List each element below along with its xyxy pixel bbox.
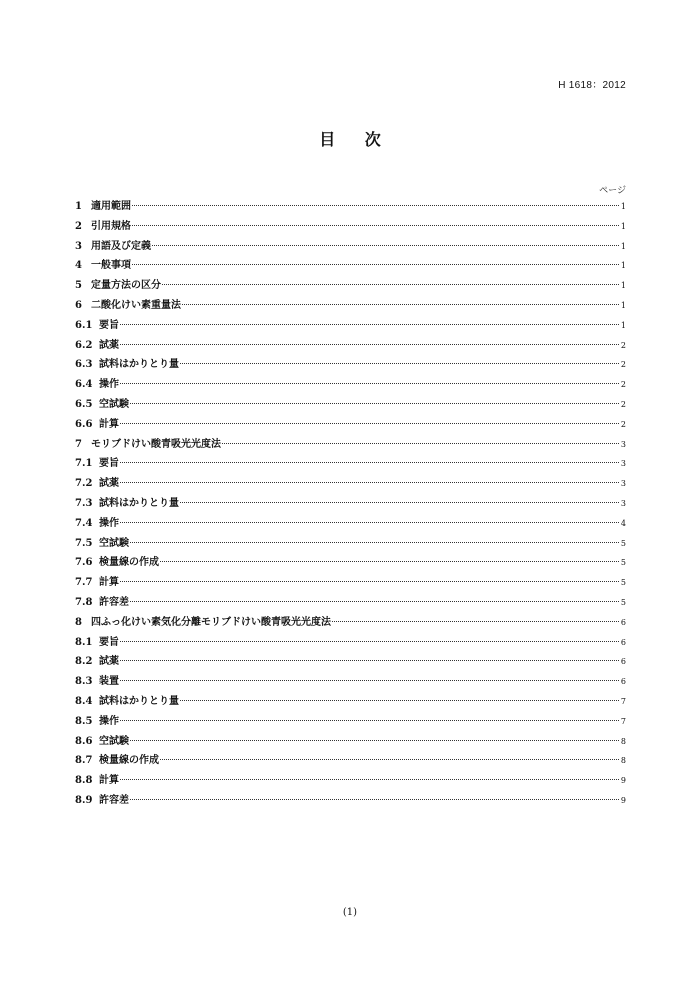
toc-dot-leader [152, 245, 619, 246]
toc-dot-leader [130, 799, 619, 800]
toc-entry-number: 3 [75, 240, 82, 252]
toc-entry[interactable] [75, 553, 626, 573]
toc-entry-title: モリブドけい酸青吸光光度法 [91, 438, 221, 450]
toc-entry-page: 6 [620, 657, 626, 667]
toc-dot-leader [332, 621, 619, 622]
toc-entry[interactable] [75, 514, 626, 534]
toc-entry-page: 1 [620, 202, 626, 211]
toc-entry-title: 操作 [99, 715, 119, 727]
toc-dot-leader [160, 759, 619, 760]
toc-entry[interactable] [75, 573, 626, 593]
toc-entry-number: 8.2 [75, 656, 93, 668]
toc-entry-title: 許容差 [99, 794, 129, 806]
toc-entry-page: 2 [620, 360, 626, 370]
toc-entry-title: 空試験 [99, 537, 129, 549]
page-title: 目 次 [319, 130, 393, 149]
toc-entry-page: 6 [620, 677, 626, 687]
toc-entry-number: 6.6 [75, 418, 93, 430]
page-number: (1) [342, 907, 358, 918]
toc-entry-title: 一般事項 [91, 260, 131, 272]
toc-dot-leader [130, 403, 619, 404]
toc-entry-title: 許容差 [99, 596, 129, 608]
toc-entry-title: 計算 [99, 577, 119, 589]
toc-entry-number: 8.7 [75, 755, 93, 767]
toc-entry-number: 6.1 [75, 319, 93, 331]
toc-entry-page: 3 [620, 479, 626, 489]
toc-dot-leader [120, 423, 619, 424]
toc-entry-page: 5 [620, 578, 626, 588]
toc-dot-leader [120, 462, 619, 463]
toc-entry-page: 2 [620, 380, 626, 390]
toc-entry-page: 1 [620, 221, 626, 231]
toc-entry-number: 7.3 [75, 497, 93, 509]
toc-entry-title: 装置 [99, 676, 119, 688]
toc-entry[interactable] [75, 751, 626, 771]
toc-entry-page: 6 [620, 617, 626, 627]
toc-entry-number: 6.2 [75, 339, 93, 351]
toc-dot-leader [120, 660, 619, 661]
toc-entry-number: 1 [75, 201, 82, 212]
standard-code: H 1618：2012 [558, 80, 626, 91]
page-column-label: ページ [599, 186, 626, 196]
toc-entry[interactable] [75, 692, 626, 712]
toc-entry-number: 7.8 [75, 596, 93, 608]
toc-entry-number: 8.5 [75, 715, 93, 727]
toc-dot-leader [132, 205, 619, 206]
toc-entry-title: 要旨 [99, 636, 119, 648]
toc-entry-page: 1 [620, 320, 626, 330]
toc-dot-leader [132, 225, 619, 226]
toc-entry-title: 引用規格 [91, 220, 131, 232]
toc-entry-page: 7 [620, 716, 626, 726]
toc-entry[interactable] [75, 256, 626, 276]
toc-entry-number: 7.1 [75, 458, 93, 470]
toc-entry[interactable] [75, 355, 626, 375]
toc-entry[interactable] [75, 395, 626, 415]
toc-dot-leader [120, 383, 619, 384]
toc-dot-leader [160, 561, 619, 562]
toc-entry-title: 試薬 [99, 656, 119, 668]
toc-entry[interactable] [75, 197, 626, 217]
toc-entry-number: 6.5 [75, 398, 93, 410]
toc-entry-number: 2 [75, 220, 82, 232]
toc-entry-page: 1 [620, 281, 626, 291]
toc-entry-title: 用語及び定義 [91, 240, 151, 252]
toc-entry[interactable] [75, 712, 626, 732]
toc-dot-leader [180, 700, 619, 701]
toc-entry[interactable] [75, 435, 626, 455]
toc-entry-title: 要旨 [99, 319, 119, 331]
toc-entry[interactable] [75, 276, 626, 296]
toc-entry[interactable] [75, 652, 626, 672]
toc-entry-number: 8.8 [75, 775, 93, 787]
toc-dot-leader [120, 779, 619, 780]
toc-entry-title: 計算 [99, 418, 119, 430]
toc-entry[interactable] [75, 474, 626, 494]
toc-entry-page: 3 [620, 459, 626, 469]
toc-dot-leader [162, 284, 619, 285]
toc-entry-title: 計算 [99, 775, 119, 787]
toc-entry-title: 四ふっ化けい素気化分離モリブドけい酸青吸光光度法 [91, 616, 331, 628]
toc-entry[interactable] [75, 375, 626, 395]
toc-dot-leader [120, 720, 619, 721]
toc-entry-title: 検量線の作成 [99, 755, 159, 767]
toc-entry-number: 5 [75, 280, 82, 292]
toc-dot-leader [120, 482, 619, 483]
toc-entry[interactable] [75, 336, 626, 356]
toc-entry-page: 5 [620, 597, 626, 607]
toc-entry[interactable] [75, 672, 626, 692]
toc-entry-title: 空試験 [99, 735, 129, 747]
toc-entry-page: 2 [620, 340, 626, 350]
toc-entry-page: 3 [620, 439, 626, 449]
toc-entry-title: 操作 [99, 379, 119, 391]
toc-entry[interactable] [75, 415, 626, 435]
toc-entry-number: 7 [75, 438, 82, 450]
toc-entry-page: 2 [620, 419, 626, 429]
toc-entry-number: 7.5 [75, 537, 93, 549]
toc-entry-page: 1 [620, 241, 626, 251]
toc-entry[interactable] [75, 771, 626, 791]
toc-entry-number: 7.2 [75, 478, 93, 490]
toc-dot-leader [120, 680, 619, 681]
toc-entry[interactable] [75, 613, 626, 633]
toc-dot-leader [130, 601, 619, 602]
toc-entry-page: 9 [620, 795, 626, 805]
toc-entry-title: 操作 [99, 517, 119, 529]
toc-dot-leader [130, 542, 619, 543]
table-of-contents [75, 197, 626, 811]
toc-entry-number: 8.1 [75, 636, 93, 648]
toc-entry-title: 二酸化けい素重量法 [91, 299, 181, 311]
toc-entry-title: 適用範囲 [91, 201, 131, 212]
toc-entry-page: 9 [620, 776, 626, 786]
toc-entry-number: 7.6 [75, 557, 93, 569]
toc-entry[interactable] [75, 534, 626, 554]
toc-entry-number: 6.3 [75, 359, 93, 371]
toc-entry-number: 8.4 [75, 695, 93, 707]
toc-entry-number: 8.6 [75, 735, 93, 747]
toc-dot-leader [180, 502, 619, 503]
toc-entry-number: 8 [75, 616, 82, 628]
toc-entry[interactable] [75, 633, 626, 653]
toc-entry[interactable] [75, 454, 626, 474]
toc-dot-leader [120, 324, 619, 325]
toc-entry-title: 試料はかりとり量 [99, 497, 179, 509]
toc-entry-title: 試料はかりとり量 [99, 359, 179, 371]
toc-entry[interactable] [75, 593, 626, 613]
toc-entry-title: 検量線の作成 [99, 557, 159, 569]
toc-entry-number: 8.3 [75, 676, 93, 688]
toc-entry-number: 6 [75, 299, 82, 311]
toc-dot-leader [182, 304, 619, 305]
toc-entry-number: 7.4 [75, 517, 93, 529]
toc-entry[interactable] [75, 494, 626, 514]
toc-entry[interactable] [75, 316, 626, 336]
toc-entry-number: 8.9 [75, 794, 93, 806]
toc-entry[interactable] [75, 732, 626, 752]
toc-entry-title: 試薬 [99, 478, 119, 490]
toc-entry-title: 定量方法の区分 [91, 280, 161, 292]
toc-entry[interactable] [75, 217, 626, 237]
toc-dot-leader [222, 443, 619, 444]
toc-entry-page: 2 [620, 399, 626, 409]
toc-entry-title: 空試験 [99, 398, 129, 410]
toc-entry[interactable] [75, 791, 626, 811]
toc-entry-page: 6 [620, 637, 626, 647]
toc-entry-number: 6.4 [75, 379, 93, 391]
toc-dot-leader [132, 264, 619, 265]
toc-entry[interactable] [75, 237, 626, 257]
toc-dot-leader [120, 641, 619, 642]
toc-dot-leader [130, 740, 619, 741]
toc-dot-leader [180, 363, 619, 364]
toc-entry-page: 5 [620, 538, 626, 548]
toc-entry-page: 8 [620, 736, 626, 746]
toc-entry-page: 8 [620, 756, 626, 766]
toc-entry-page: 1 [620, 300, 626, 310]
toc-entry[interactable] [75, 296, 626, 316]
toc-entry-page: 3 [620, 498, 626, 508]
toc-dot-leader [120, 344, 619, 345]
toc-entry-title: 試薬 [99, 339, 119, 351]
toc-entry-page: 5 [620, 558, 626, 568]
toc-entry-number: 7.7 [75, 577, 93, 589]
toc-dot-leader [120, 522, 619, 523]
toc-entry-page: 4 [620, 518, 626, 528]
toc-entry-title: 要旨 [99, 458, 119, 470]
toc-entry-page: 7 [620, 696, 626, 706]
toc-entry-page: 1 [620, 261, 626, 271]
toc-entry-number: 4 [75, 260, 82, 272]
toc-dot-leader [120, 581, 619, 582]
toc-entry-title: 試料はかりとり量 [99, 695, 179, 707]
